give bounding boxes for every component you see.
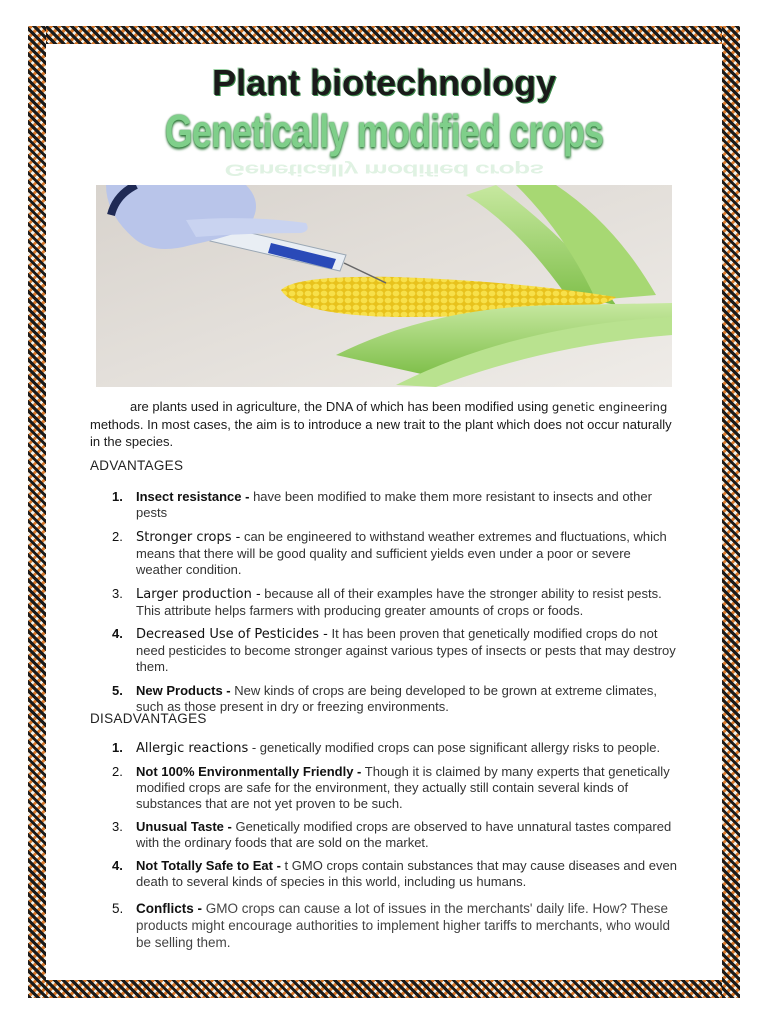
decorative-border-left <box>28 26 46 998</box>
disadvantages-list <box>90 740 680 958</box>
list-item: 3. Larger production - because all of their examples have the stronger ability to resist pests. This attribute helps farmers with producing greater amounts of crops or foods. <box>112 586 662 618</box>
advantages-heading: ADVANTAGES <box>90 458 184 473</box>
decorative-border-right <box>722 26 740 998</box>
list-item: 4. Decreased Use of Pesticides - It has been proven that genetically modified crops do not need pesticides to become stronger against various types of insects or pests that may destroy them. <box>112 626 676 674</box>
genetic-engineering-term: genetic engineering <box>552 400 668 414</box>
corn-injection-photo <box>96 185 672 387</box>
intro-paragraph: are plants used in agriculture, the DNA of which has been modified using genetic engineering methods. In most cases, the aim is to introduce a new trait to the plant which does not occur naturally in the species. <box>90 399 672 449</box>
list-item: 5. New Products - New kinds of crops are being developed to be grown at extreme climates, such as those present in dry or freezing environments. <box>112 683 657 714</box>
list-item: 5. Conflicts - GMO crops can cause a lot of issues in the merchants' daily life. How? These products might encourage authorities to implement higher tariffs to merchants, who would be selling them. <box>112 901 671 950</box>
list-item: 2. Not 100% Environmentally Friendly - Though it is claimed by many experts that genetically modified crops are safe for the environment, they actually still contain several kinds of substances that are not yet proven to be such. <box>112 764 670 811</box>
page-subtitle: Genetically modified crops <box>164 105 604 157</box>
list-item: 2. Stronger crops - can be engineered to withstand weather extremes and fluctuations, which means that there will be good quality and sufficient yields even under a poor or severe weather condition. <box>112 529 667 577</box>
list-item: 1. Allergic reactions - genetically modified crops can pose significant allergy risks to people. <box>112 740 661 756</box>
decorative-border-top <box>28 26 740 44</box>
advantages-list <box>90 489 680 722</box>
disadvantages-heading: DISADVANTAGES <box>90 711 207 726</box>
list-item: 1. Insect resistance - have been modified to make them more resistant to insects and other pests <box>112 489 652 520</box>
page-title: Plant biotechnology <box>211 62 556 103</box>
subtitle-reflection: Genetically modified crops <box>224 160 544 180</box>
list-item: 3. Unusual Taste - Genetically modified crops are observed to have unnatural tastes compared with the ordinary foods that are sold on the market. <box>112 819 672 850</box>
decorative-border-bottom <box>28 980 740 998</box>
list-item: 4. Not Totally Safe to Eat - t GMO crops contain substances that may cause diseases and even death to several kinds of species in this world, including us humans. <box>112 858 677 889</box>
